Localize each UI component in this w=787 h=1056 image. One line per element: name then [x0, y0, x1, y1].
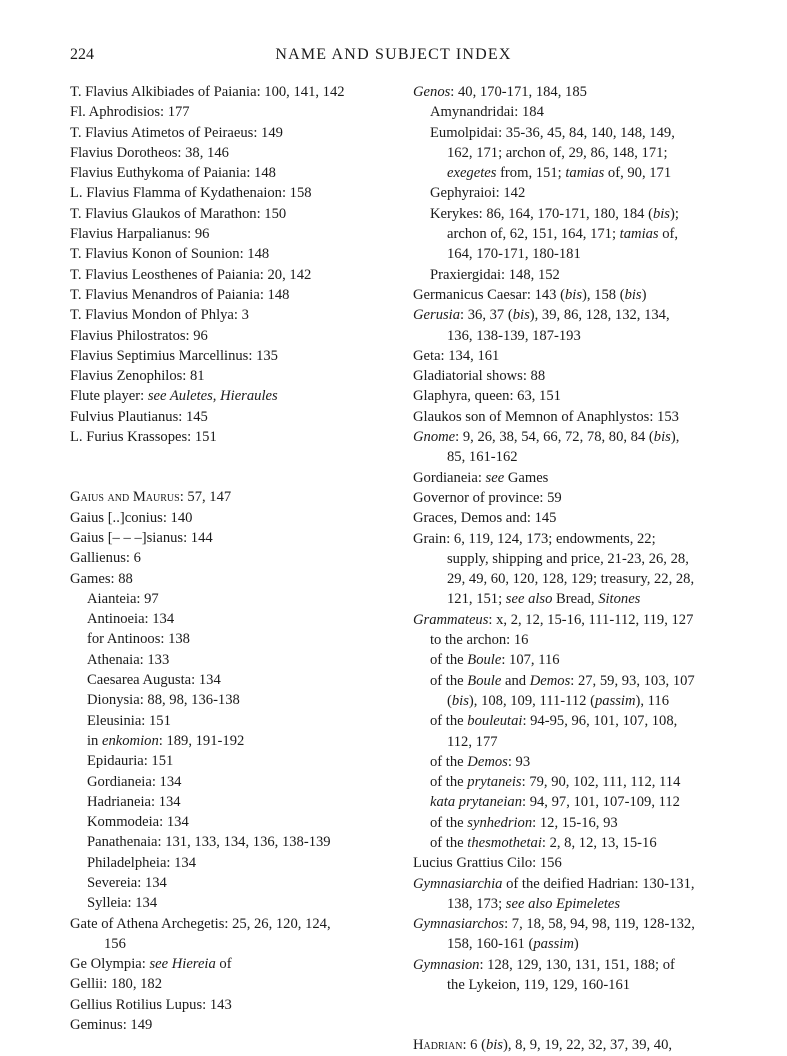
index-subentry: of the thesmothetai: 2, 8, 12, 13, 15-16 [430, 834, 657, 851]
index-entry: Ge Olympia: see Hiereia of [70, 956, 232, 973]
index-subentry: Dionysia: 88, 98, 136-138 [87, 692, 240, 709]
page-number: 224 [70, 46, 94, 63]
index-subentry: Hadrianeia: 134 [87, 793, 181, 810]
index-entry: T. Flavius Alkibiades of Paiania: 100, 141, 142 [70, 84, 345, 100]
index-entry: Fulvius Plautianus: 145 [70, 408, 208, 425]
index-entry: Gaius and Maurus: 57, 147 [70, 489, 232, 506]
index-entry: Fl. Aphrodisios: 177 [70, 104, 190, 121]
index-entry: L. Flavius Flamma of Kydathenaion: 158 [70, 185, 312, 202]
index-entry: Gallienus: 6 [70, 550, 141, 567]
index-subentry: Aianteia: 97 [87, 590, 159, 607]
index-entry: Gordianeia: see Games [413, 469, 549, 486]
index-entry: Geta: 134, 161 [413, 347, 500, 364]
index-subentry: of the Demos: 93 [430, 753, 531, 770]
index-entry-continuation: 121, 151; see also Bread, Sitones [447, 591, 641, 608]
index-entry: Graces, Demos and: 145 [413, 510, 557, 527]
index-entry-continuation: 164, 170-171, 180-181 [447, 246, 581, 263]
index-entry: Games: 88 [70, 570, 133, 587]
index-entry-continuation: 112, 177 [447, 733, 498, 750]
index-entry: T. Flavius Konon of Sounion: 148 [70, 246, 270, 263]
index-entry: T. Flavius Leosthenes of Paiania: 20, 142 [70, 266, 312, 283]
index-subentry: of the synhedrion: 12, 15-16, 93 [430, 814, 618, 831]
index-entry: Flavius Dorotheos: 38, 146 [70, 144, 229, 161]
index-entry: Gnome: 9, 26, 38, 54, 66, 72, 78, 80, 84 (bis), [413, 429, 680, 446]
index-entry: T. Flavius Atimetos of Peiraeus: 149 [70, 124, 283, 141]
index-subentry: Eleusinia: 151 [87, 712, 171, 729]
index-subentry: Caesarea Augusta: 134 [87, 672, 221, 689]
index-entry: Genos: 40, 170-171, 184, 185 [413, 84, 587, 100]
index-column-right [413, 82, 731, 1056]
index-entry-continuation: 138, 173; see also Epimeletes [447, 895, 621, 912]
index-entry-continuation: supply, shipping and price, 21-23, 26, 28, [447, 550, 689, 567]
index-entry: Gerusia: 36, 37 (bis), 39, 86, 128, 132, 134, [413, 307, 670, 324]
index-subentry: of the prytaneis: 79, 90, 102, 111, 112, 114 [430, 774, 681, 791]
index-subentry: Epidauria: 151 [87, 753, 174, 770]
index-entry: Lucius Grattius Cilo: 156 [413, 855, 562, 872]
index-entry: Gate of Athena Archegetis: 25, 26, 120, 124, [70, 915, 331, 932]
index-subentry: Severeia: 134 [87, 874, 167, 891]
index-entry: Gladiatorial shows: 88 [413, 368, 546, 385]
index-subentry: in enkomion: 189, 191-192 [87, 732, 245, 749]
index-entry: Gymnasiarchos: 7, 18, 58, 94, 98, 119, 128-132, [413, 916, 695, 933]
index-entry: T. Flavius Mondon of Phlya: 3 [70, 307, 249, 324]
index-entry: Hadrian: 6 (bis), 8, 9, 19, 22, 32, 37, 39, 40, [413, 1037, 673, 1054]
index-subentry: Gordianeia: 134 [87, 773, 182, 790]
index-subentry: Panathenaia: 131, 133, 134, 136, 138-139 [87, 834, 331, 851]
index-subentry: Athenaia: 133 [87, 651, 170, 668]
index-entry: Glaphyra, queen: 63, 151 [413, 388, 561, 405]
index-entry-continuation: 162, 171; archon of, 29, 86, 148, 171; [447, 144, 668, 161]
index-entry-continuation: exegetes from, 151; tamias of, 90, 171 [447, 165, 672, 182]
spacer [70, 447, 400, 487]
index-entry-continuation: archon of, 62, 151, 164, 171; tamias of, [447, 226, 679, 243]
index-entry: T. Flavius Menandros of Paiania: 148 [70, 286, 290, 303]
index-entry: L. Furius Krassopes: 151 [70, 429, 217, 446]
index-entry: Gaius [– – –]sianus: 144 [70, 529, 213, 546]
index-subentry: kata prytaneian: 94, 97, 101, 107-109, 112 [430, 794, 680, 811]
index-entry: Gaius [..]conius: 140 [70, 509, 193, 526]
index-entry: Flavius Zenophilos: 81 [70, 368, 205, 385]
index-subentry: Gephyraioi: 142 [430, 185, 526, 202]
index-entry: Gymnasion: 128, 129, 130, 131, 151, 188; of [413, 956, 675, 973]
index-subentry: Amynandridai: 184 [430, 104, 544, 121]
index-subentry: of the Boule: 107, 116 [430, 652, 560, 669]
index-entry: Glaukos son of Memnon of Anaphlystos: 153 [413, 408, 679, 425]
index-entry: Gymnasiarchia of the deified Hadrian: 130-131, [413, 875, 695, 892]
index-entry: Flavius Euthykoma of Paiania: 148 [70, 165, 276, 182]
index-subentry: Kommodeia: 134 [87, 814, 189, 831]
index-subentry: Eumolpidai: 35-36, 45, 84, 140, 148, 149, [430, 124, 675, 141]
index-subentry: for Antinoos: 138 [87, 631, 190, 648]
index-entry: Gellii: 180, 182 [70, 976, 163, 993]
index-subentry: Kerykes: 86, 164, 170-171, 180, 184 (bis); [430, 205, 679, 222]
index-entry-continuation: 29, 49, 60, 120, 128, 129; treasury, 22, 28, [447, 571, 695, 588]
index-subentry: of the Boule and Demos: 27, 59, 93, 103, 107 [430, 672, 695, 689]
index-subentry: of the bouleutai: 94-95, 96, 101, 107, 108, [430, 713, 678, 730]
index-subentry: Antinoeia: 134 [87, 611, 175, 628]
page-title: NAME AND SUBJECT INDEX [275, 46, 512, 63]
index-entry-continuation: 85, 161-162 [447, 449, 518, 466]
spacer [413, 995, 731, 1035]
index-entry: Geminus: 149 [70, 1017, 153, 1034]
index-subentry: Philadelpheia: 134 [87, 854, 197, 871]
index-entry: Grammateus: x, 2, 12, 15-16, 111-112, 119, 127 [413, 611, 694, 628]
index-entry-continuation: 158, 160-161 (passim) [447, 936, 579, 953]
index-entry: T. Flavius Glaukos of Marathon: 150 [70, 205, 287, 222]
index-entry: Gellius Rotilius Lupus: 143 [70, 996, 232, 1013]
index-entry: Flavius Septimius Marcellinus: 135 [70, 347, 278, 364]
index-subentry: to the archon: 16 [430, 632, 529, 649]
index-entry: Grain: 6, 119, 124, 173; endowments, 22; [413, 530, 656, 547]
index-column-left [70, 82, 400, 1035]
index-entry: Flute player: see Auletes, Hieraules [70, 388, 278, 405]
index-entry-continuation: 156 [104, 935, 126, 952]
index-entry-continuation: (bis), 108, 109, 111-112 (passim), 116 [447, 692, 670, 709]
index-entry: Governor of province: 59 [413, 489, 562, 506]
index-entry: Flavius Harpalianus: 96 [70, 226, 210, 243]
index-entry-continuation: 136, 138-139, 187-193 [447, 327, 581, 344]
index-subentry: Sylleia: 134 [87, 895, 158, 912]
index-subentry: Praxiergidai: 148, 152 [430, 266, 560, 283]
index-entry-continuation: the Lykeion, 119, 129, 160-161 [447, 977, 631, 994]
index-entry: Germanicus Caesar: 143 (bis), 158 (bis) [413, 286, 647, 303]
index-entry: Flavius Philostratos: 96 [70, 327, 208, 344]
